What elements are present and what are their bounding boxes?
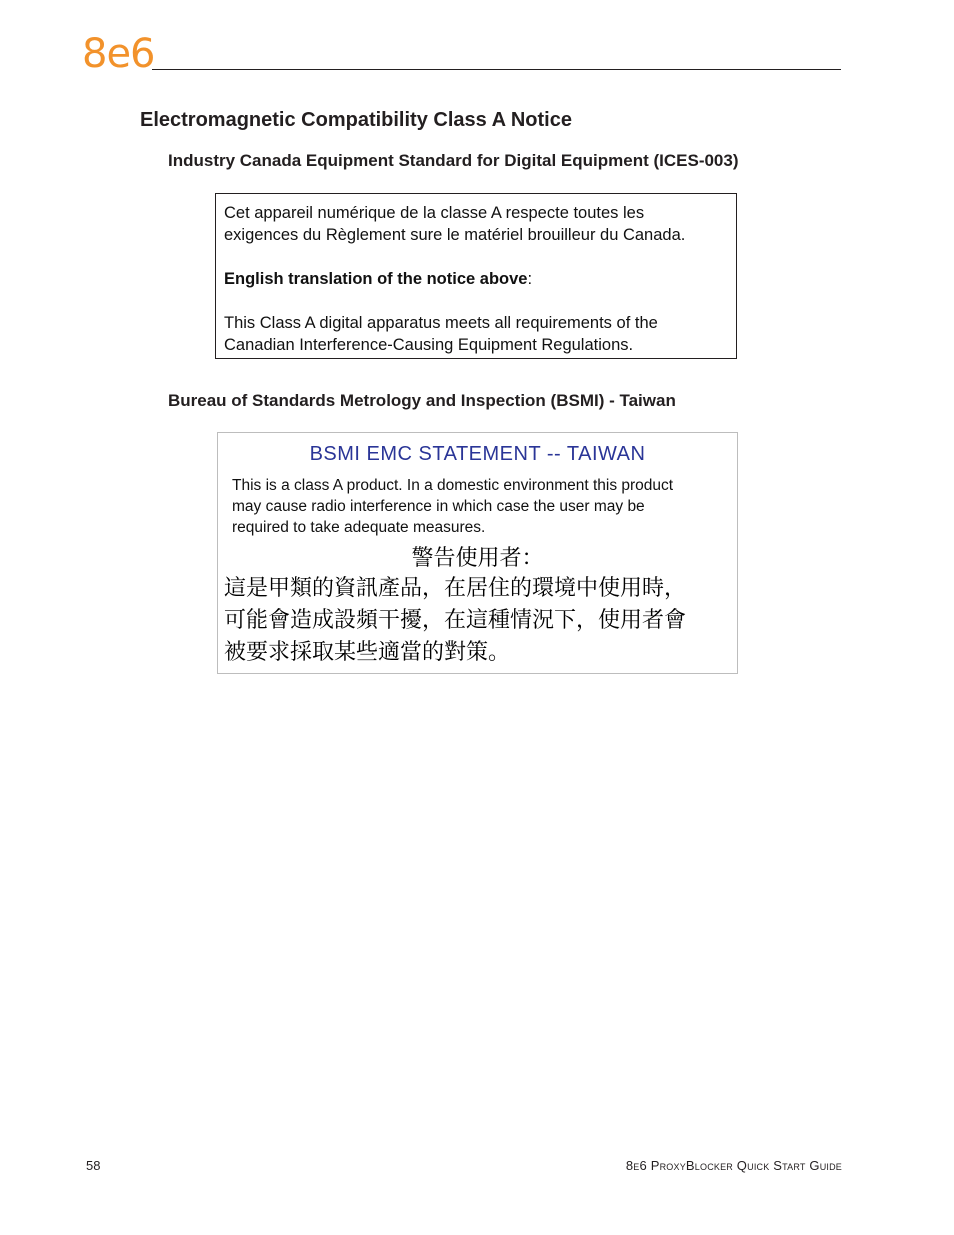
bsmi-statement-text: [232, 475, 727, 538]
english-translation-heading: [224, 268, 728, 290]
english-heading-colon: :: [527, 270, 533, 288]
bsmi-statement-line: may cause radio interference in which case the user may be: [232, 498, 645, 515]
ices-heading: Industry Canada Equipment Standard for Digital Equipment (ICES-003): [168, 151, 739, 170]
spacer: [224, 246, 728, 268]
section-title: Electromagnetic Compatibility Class A Notice: [140, 109, 572, 131]
bsmi-chinese-text: [224, 573, 734, 669]
french-notice-line: exigences du Règlement sure le matériel brouilleur du Canada.: [224, 226, 686, 244]
page-number: 58: [86, 1158, 101, 1173]
bsmi-chinese-warning: 警告使用者：: [411, 546, 544, 571]
header-rule: [152, 69, 841, 70]
bsmi-statement-line: This is a class A product. In a domestic environment this product: [232, 477, 674, 494]
bsmi-chinese-line: 可能會造成設頻干擾，在這種情況下，使用者會: [224, 608, 687, 633]
english-notice-line: This Class A digital apparatus meets all requirements of the: [224, 314, 658, 332]
bsmi-chinese-line: 這是甲類的資訊產品，在居住的環境中使用時，: [224, 576, 687, 601]
english-notice-line: Canadian Interference-Causing Equipment Regulations.: [224, 336, 634, 354]
footer-doc-title: 8e6 ProxyBlocker Quick Start Guide: [625, 1158, 842, 1173]
spacer: [224, 290, 728, 312]
ices-notice-box: [215, 193, 737, 359]
bsmi-heading: Bureau of Standards Metrology and Inspection (BSMI) - Taiwan: [168, 391, 676, 410]
bsmi-statement-box: [217, 432, 738, 674]
brand-logo: 8e6: [82, 31, 155, 77]
english-heading-text: English translation of the notice above: [224, 270, 528, 288]
bsmi-statement-title: BSMI EMC STATEMENT -- TAIWAN: [309, 443, 646, 465]
french-notice-line: Cet appareil numérique de la classe A respecte toutes les: [224, 204, 645, 222]
bsmi-statement-line: required to take adequate measures.: [232, 519, 486, 536]
bsmi-chinese-line: 被要求採取某些適當的對策。: [224, 640, 511, 665]
